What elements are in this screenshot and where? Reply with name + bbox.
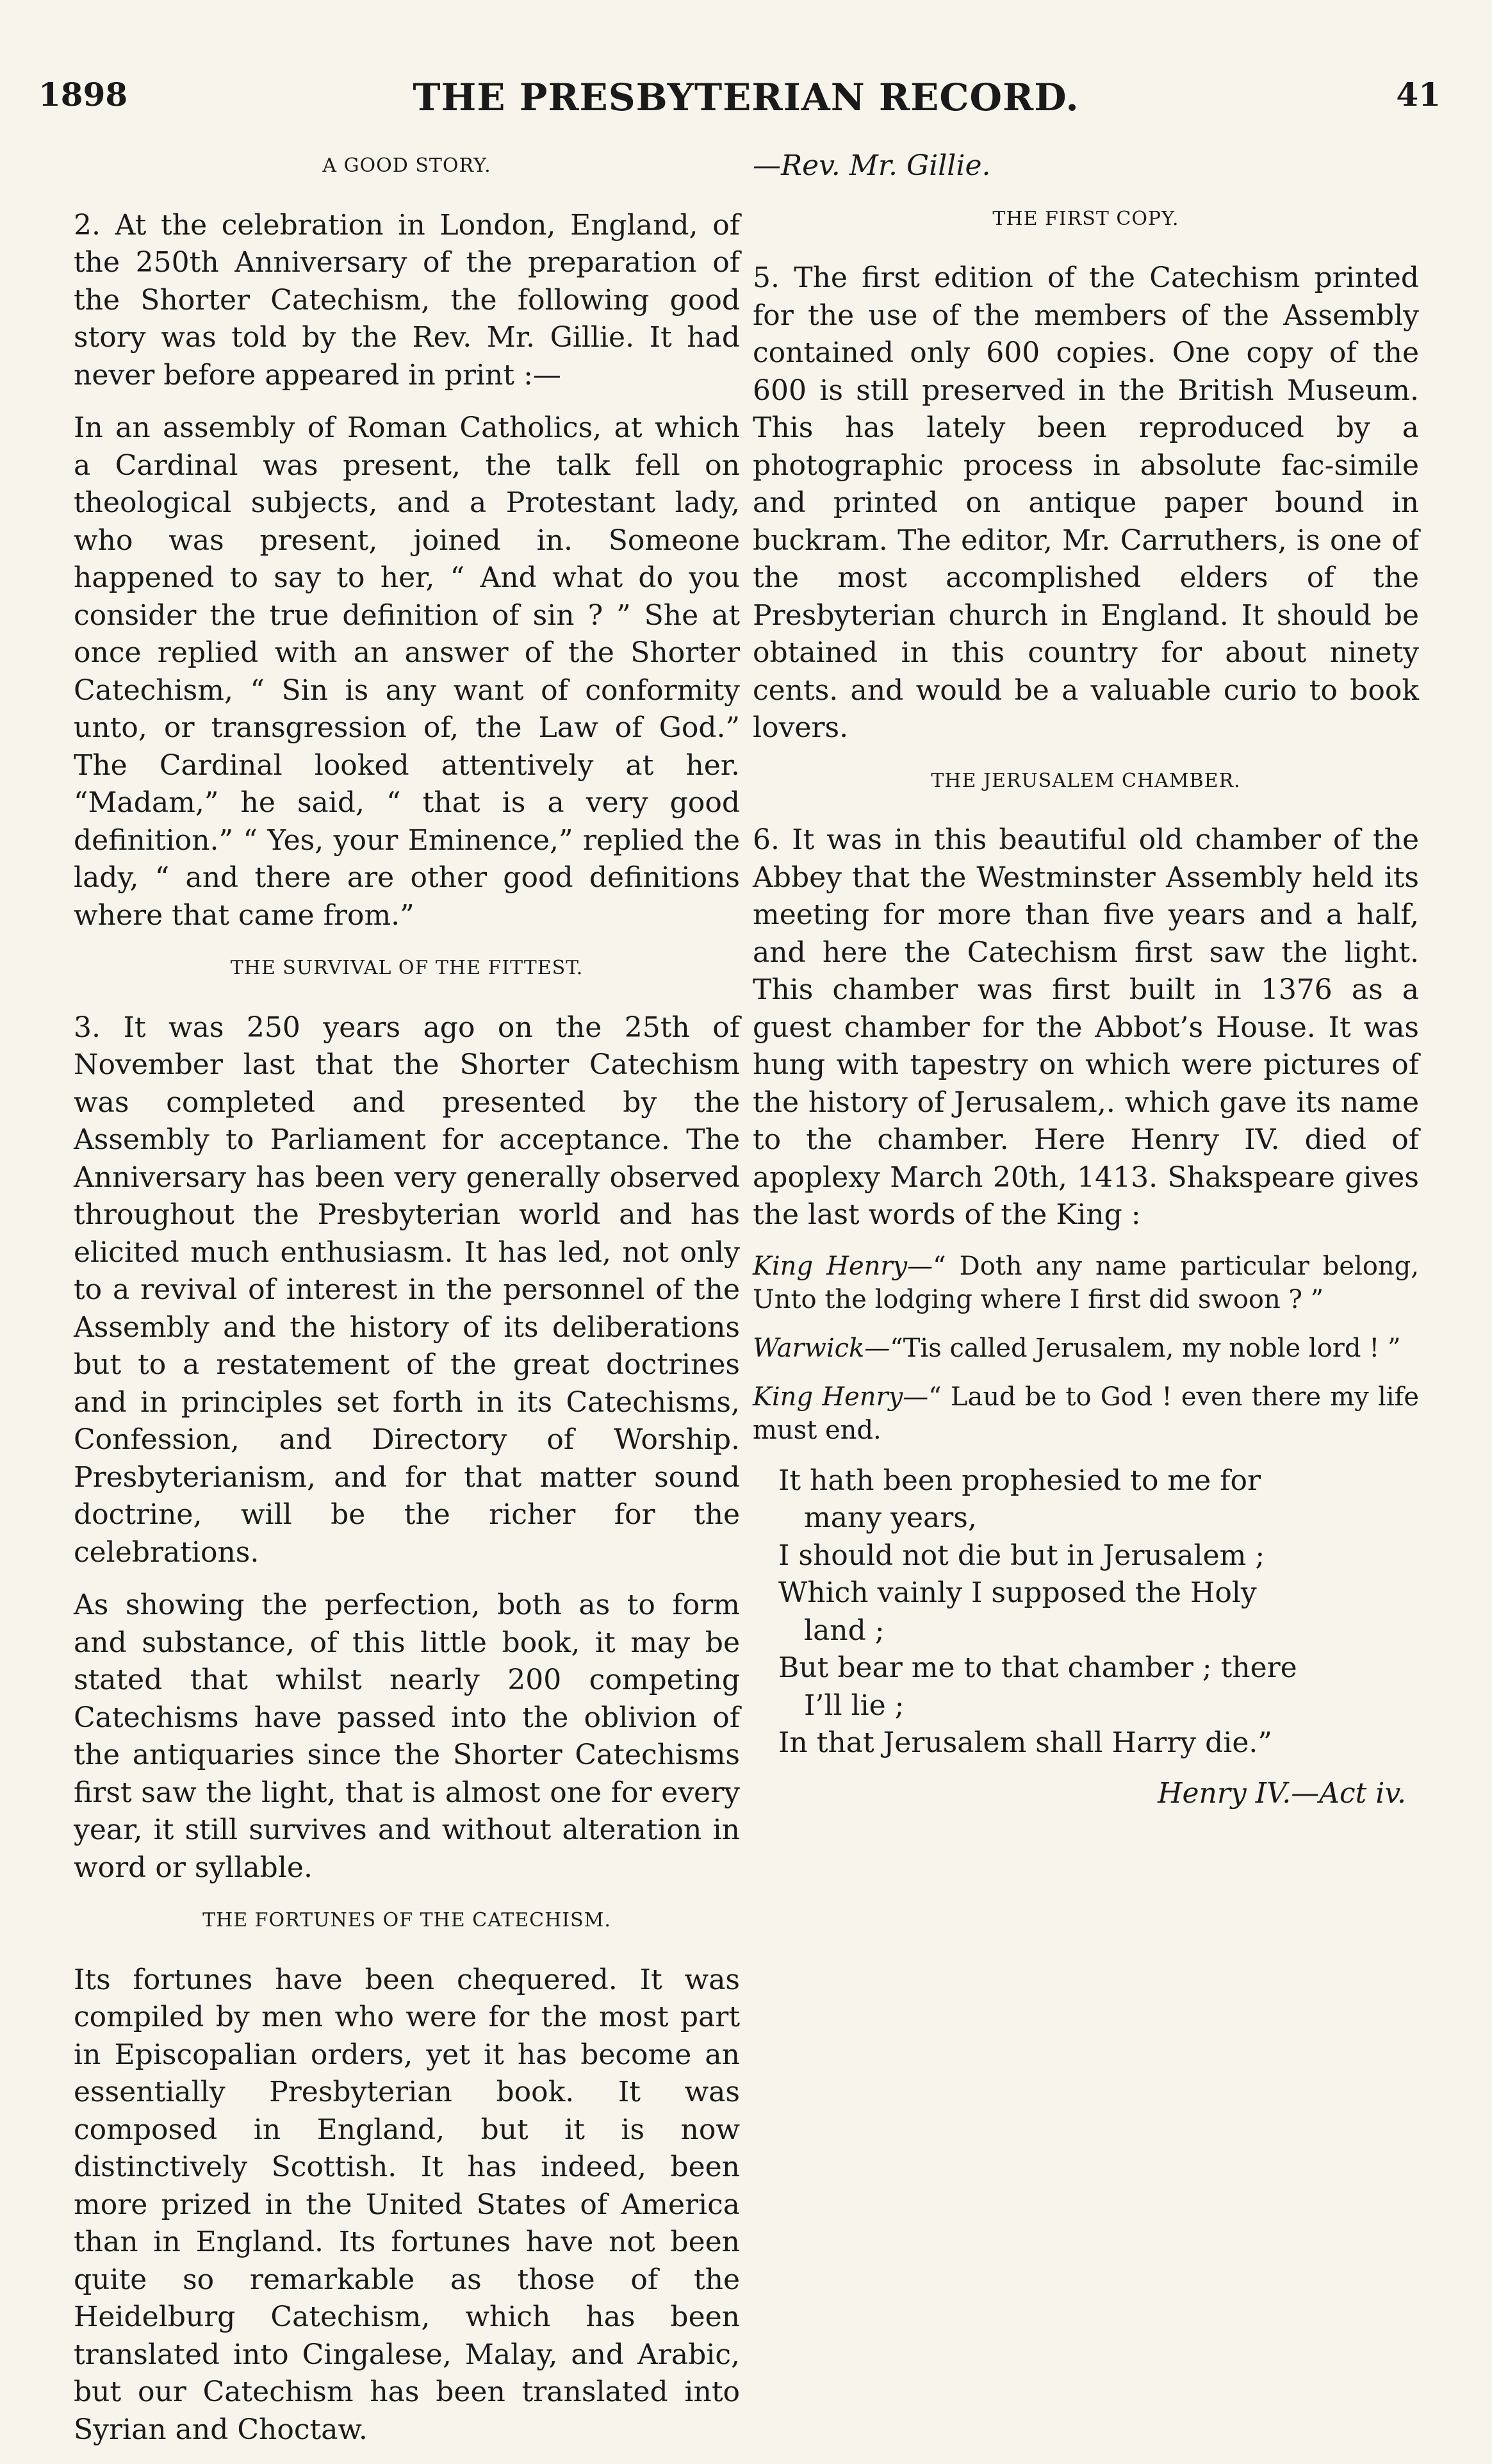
verse-line-3b: land ; <box>804 1614 885 1647</box>
page-number: 41 <box>1396 76 1441 113</box>
header-title: THE PRESBYTERIAN RECORD. <box>413 76 1079 119</box>
survival-paragraph-1: 3. It was 250 years ago on the 25th of November last that the Shorter Catechism was completed and presented by the Assembly to Parliament for acceptance. The Anniversary has been very generally observed throughout the Presbyterian world and has elicited much enthusiasm. It has led, not only to a revival of interest in the personnel of the Assembly and the history of its deliberations but to a restatement of the great doctrines and in principles set forth in its Catechisms, Confession, and Directory of Worship. Presbyterianism, and for that matter sound doctrine, will be the richer for the celebrations. <box>74 1011 740 1569</box>
speaker-king-henry-2: King Henry— <box>753 1382 929 1412</box>
heading-survival: THE SURVIVAL OF THE FITTEST. <box>230 957 584 979</box>
running-head <box>38 26 1454 119</box>
verse-block <box>778 1462 1419 1762</box>
header-year: 1898 <box>38 76 128 113</box>
quote-king-henry-2 <box>753 1380 1419 1447</box>
verse-line-4a: But bear me to that chamber ; there <box>778 1651 1297 1684</box>
verse-line-1b: many years, <box>804 1501 977 1534</box>
heading-jerusalem: THE JERUSALEM CHAMBER. <box>931 769 1241 792</box>
verse-line-3a: Which vainly I supposed the Holy <box>778 1576 1257 1609</box>
heading-fortunes: THE FORTUNES OF THE CATECHISM. <box>202 1909 611 1931</box>
verse-line-2: I should not die but in Jerusalem ; <box>778 1539 1265 1572</box>
fortunes-attribution-text: —Rev. Mr. Gillie. <box>753 149 991 182</box>
left-column <box>74 147 740 2464</box>
verse-line-5: In that Jerusalem shall Harry die.” <box>778 1726 1272 1759</box>
speaker-warwick: Warwick— <box>753 1333 890 1363</box>
first-copy-paragraph: 5. The first edition of the Catechism printed for the use of the members of the Assembly contained only 600 copies. One copy of the 600 is still preserved in the British Museum. This has lately been reproduced by a photographic process in absolute fac-simile and printed on antique paper bound in buckram. The editor, Mr. Carruthers, is one of the most accomplished elders of the Presbyterian church in England. It should be obtained in this country for about ninety cents. and would be a valuable curio to book lovers. <box>753 261 1419 744</box>
quote-text-3: “ Laud be to God ! even there my life must end. <box>753 1382 1420 1445</box>
verse-line-1a: It hath been prophesied to me for <box>778 1464 1261 1497</box>
quote-king-henry-1 <box>753 1250 1419 1316</box>
speaker-king-henry-1: King Henry— <box>753 1251 933 1281</box>
fortunes-attribution <box>753 147 1419 185</box>
verse-line-4b: I’ll lie ; <box>804 1689 905 1722</box>
jerusalem-paragraph: 6. It was in this beautiful old chamber of the Abbey that the Westminster Assembly held its meeting for more than five years and a half, and here the Catechism first saw the light. This chamber was first built in 1376 as a guest chamber for the Abbot’s House. It was hung with tapestry on which were pictures of the history of Jerusalem,. which gave its name to the chamber. Here Henry IV. died of apoplexy March 20th, 1413. Shakspeare gives the last words of the King : <box>753 823 1419 1231</box>
quote-source: Henry IV.—Act iv. <box>1158 1776 1406 1810</box>
survival-paragraph-2: As showing the perfection, both as to form and substance, of this little book, it may be stated that whilst nearly 200 competing Catechisms have passed into the oblivion of the antiquaries since the Shorter Catechisms first saw the light, that is almost one for every year, it still survives and without alteration in word or syllable. <box>74 1589 740 1884</box>
fortunes-paragraph: Its fortunes have been chequered. It was compiled by men who were for the most part in Episcopalian orders, yet it has become an essentially Presbyterian book. It was composed in England, but it is now distinctively Scottish. It has indeed, been more prized in the United States of America than in England. Its fortunes have not been quite so remarkable as those of the Heidelburg Catechism, which has been translated into Cingalese, Malay, and Arabic, but our Catechism has been translated into Syrian and Choctaw. <box>74 1963 740 2446</box>
heading-first-copy: THE FIRST COPY. <box>992 207 1179 230</box>
quote-text-2: “Tis called Jerusalem, my noble lord ! ” <box>890 1333 1401 1363</box>
good-story-paragraph-1: 2. At the celebration in London, England, of the 250th Anniversary of the preparation of the Shorter Catechism, the following good story was told by the Rev. Mr. Gillie. It had never before appeared in print :— <box>74 208 740 392</box>
page <box>38 26 1454 2446</box>
good-story-paragraph-2: In an assembly of Roman Catholics, at which a Cardinal was present, the talk fell on theological subjects, and a Protestant lady, who was present, joined in. Someone happened to say to her, “ And what do you consider the true definition of sin ? ” She at once replied with an answer of the Shorter Catechism, “ Sin is any want of conformity unto, or transgression of, the Law of God.” The Cardinal looked attentively at her. “Madam,” he said, “ that is a very good definition.” “ Yes, your Eminence,” replied the lady, “ and there are other good definitions where that came from.” <box>74 411 740 932</box>
quote-text-1: “ Doth any name particular belong, Unto the lodging where I first did swoon ? ” <box>753 1251 1419 1314</box>
right-column <box>753 147 1419 1828</box>
quote-warwick <box>753 1332 1419 1365</box>
heading-good-story: A GOOD STORY. <box>322 154 491 177</box>
